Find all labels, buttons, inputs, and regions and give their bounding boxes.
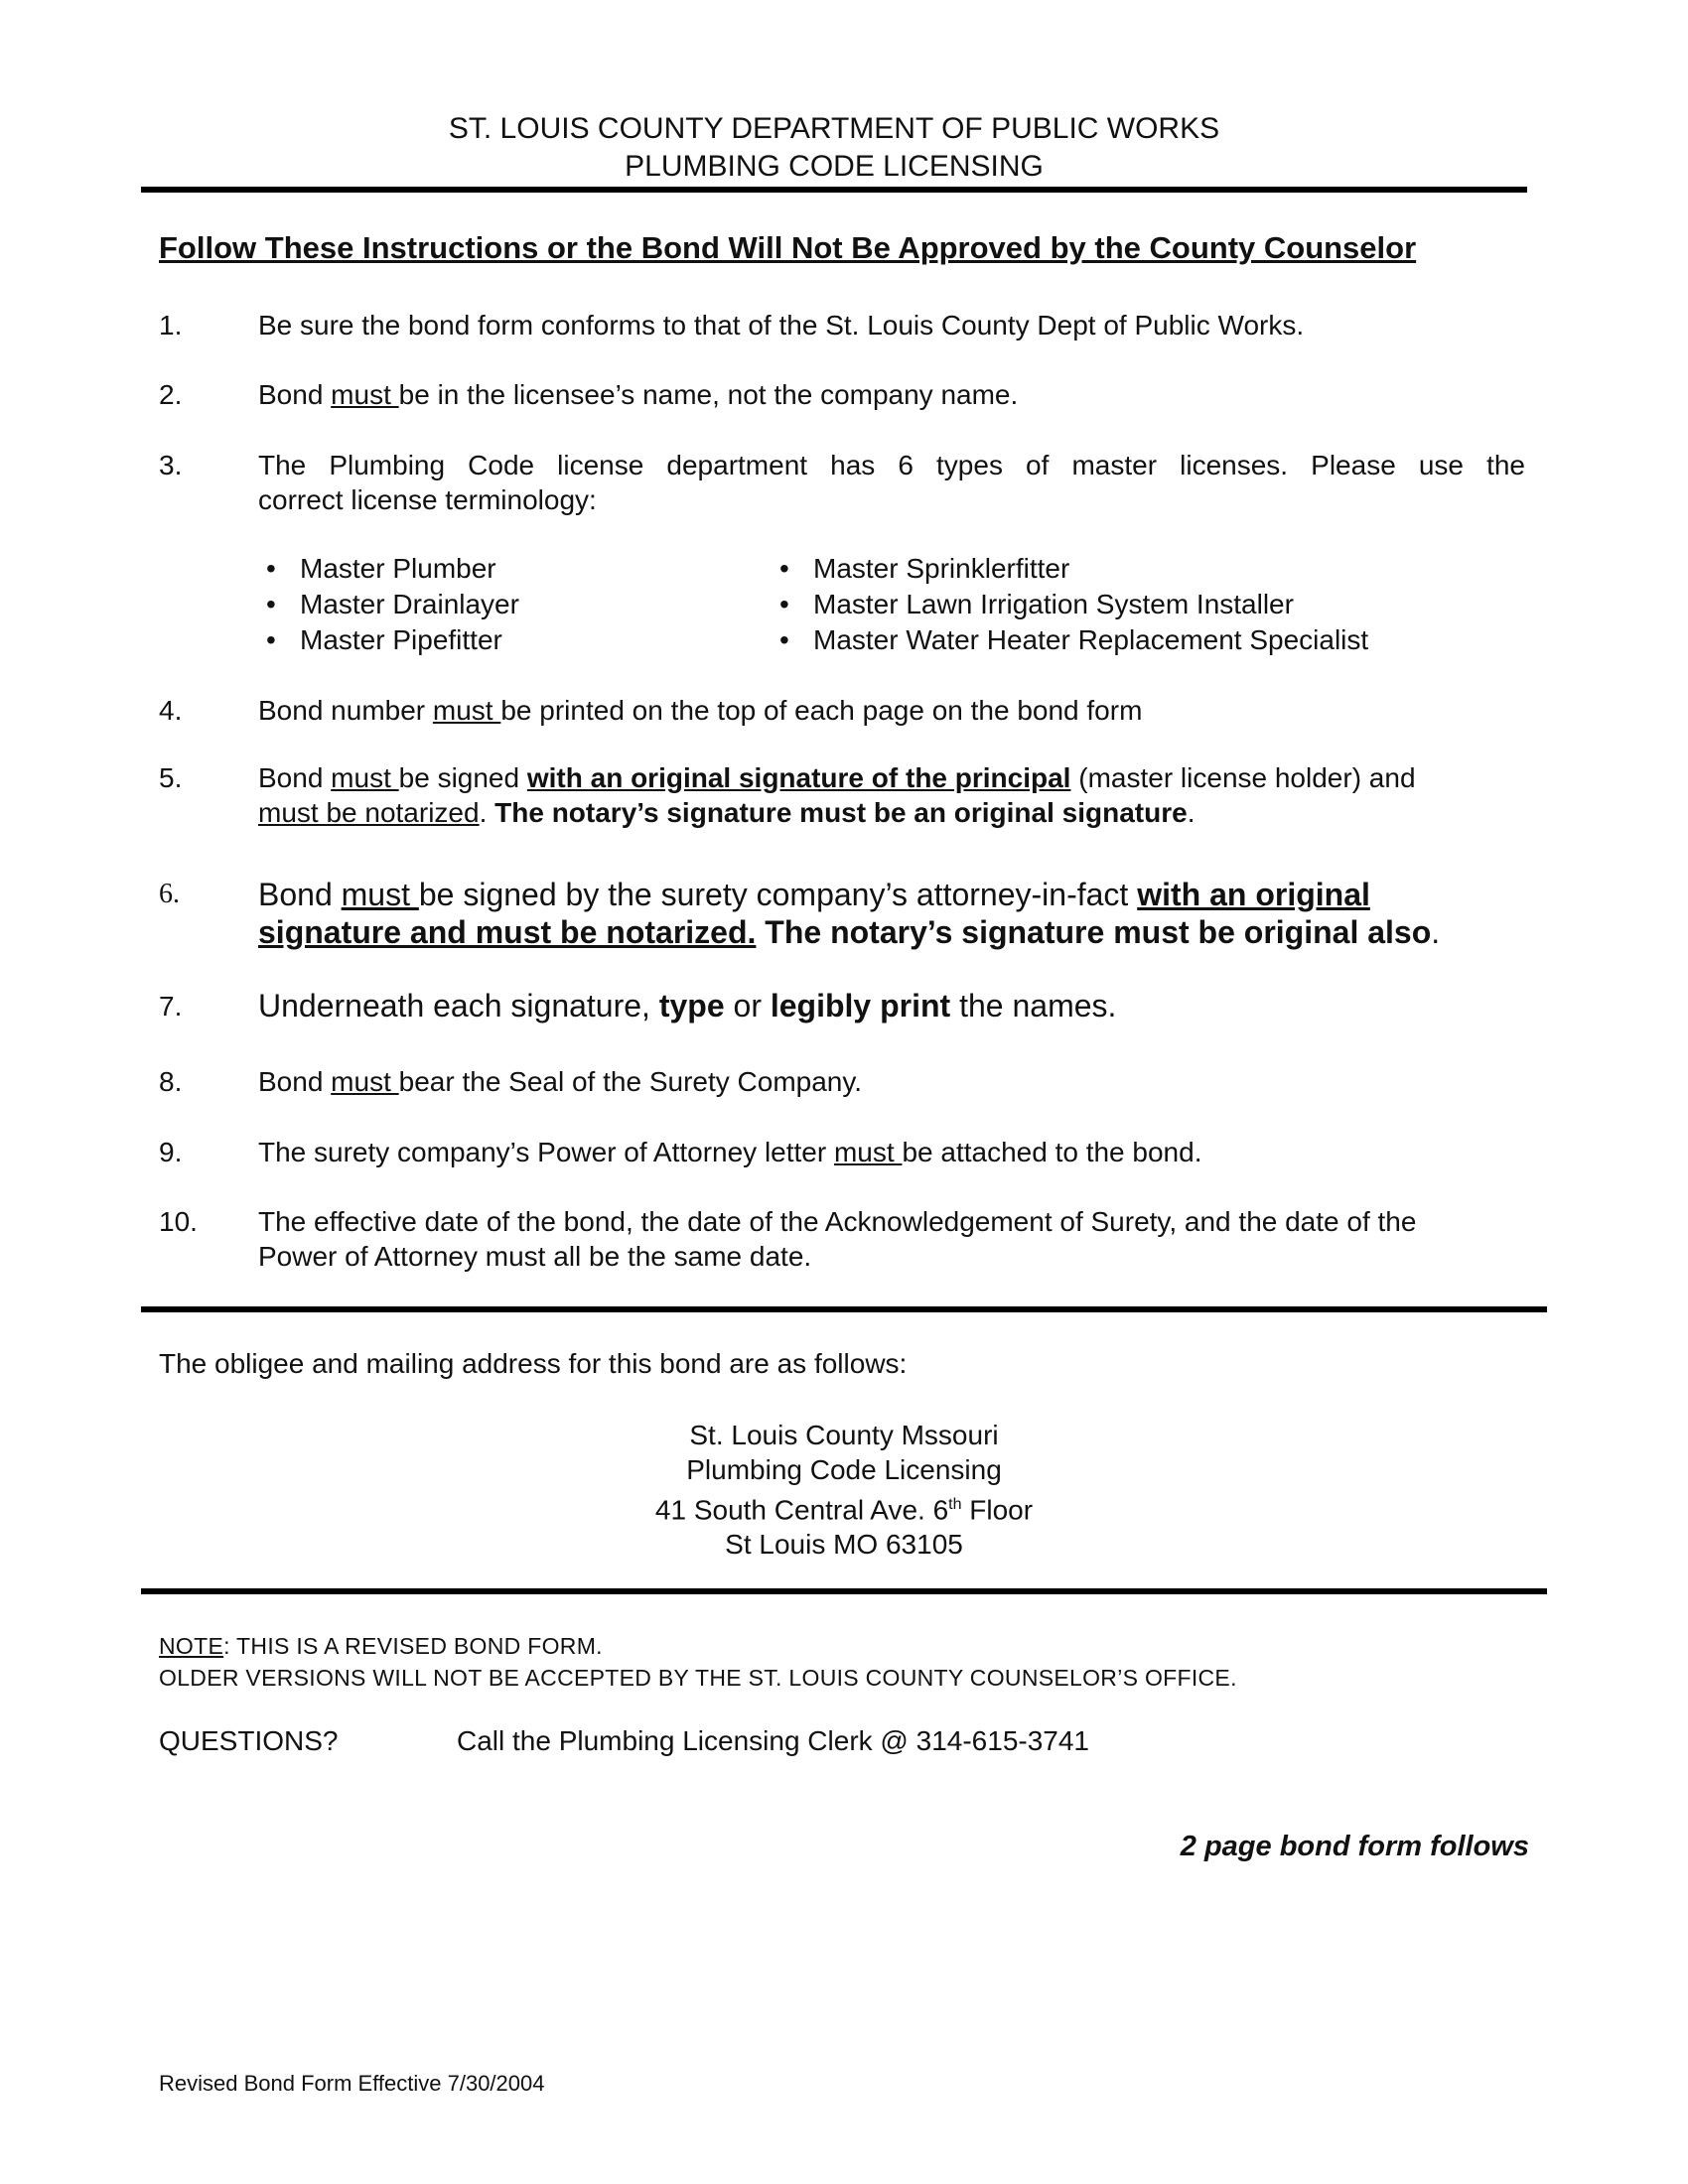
item-text: Bond must be signed with an original signature of the principal (master license holder) and must be notarized. The notary’s signature must be an original signature.	[258, 762, 1416, 828]
item-number: 4.	[159, 695, 183, 726]
questions-label: QUESTIONS?	[159, 1725, 339, 1756]
header-line-2: PLUMBING CODE LICENSING	[625, 150, 1044, 183]
list-item: • Master Water Heater Replacement Specialist	[779, 624, 1369, 655]
item-number: 10.	[159, 1206, 198, 1237]
item-text: Bond must be signed by the surety company’s attorney-in-fact with an original signature and must be notarized. The notary’s signature must be original also.	[258, 877, 1441, 950]
item-text: Bond must be in the licensee’s name, not the company name.	[258, 379, 1019, 410]
item-text: The surety company’s Power of Attorney letter must be attached to the bond.	[258, 1137, 1202, 1167]
list-item: • Master Drainlayer	[266, 589, 519, 619]
list-item: • Master Pipefitter	[266, 624, 502, 655]
address-line-1: St. Louis County Mssouri	[689, 1420, 999, 1450]
list-item: • Master Lawn Irrigation System Installer	[779, 589, 1294, 619]
item-text: Bond must bear the Seal of the Surety Company.	[258, 1066, 863, 1097]
license-list-right	[779, 551, 1368, 658]
address-line-4: St Louis MO 63105	[725, 1529, 963, 1561]
revised-note: NOTE: THIS IS A REVISED BOND FORM. OLDER VERSIONS WILL NOT BE ACCEPTED BY THE ST. LOUIS COUNTY COUNSELOR’S OFFICE.	[159, 1633, 1237, 1691]
questions-text: Call the Plumbing Licensing Clerk @ 314-615-3741	[457, 1725, 1089, 1756]
address-line-3: 41 South Central Ave. 6th Floor	[654, 1494, 1034, 1526]
footer-revision: Revised Bond Form Effective 7/30/2004	[159, 2071, 545, 2096]
item-number: 6.	[159, 879, 180, 909]
item-text: The effective date of the bond, the date of the Acknowledgement of Surety, and the date of the Power of Attorney must all be the same date.	[258, 1206, 1417, 1272]
item-number: 8.	[159, 1066, 183, 1097]
item-number: 2.	[159, 379, 183, 410]
address-line-2: Plumbing Code Licensing	[686, 1454, 1002, 1485]
obligee-address	[556, 1418, 1132, 1562]
item-text: The Plumbing Code license department has 6 types of master licenses. Please use the correct license terminology:	[258, 450, 1525, 515]
item-text: Be sure the bond form conforms to that of the St. Louis County Dept of Public Works.	[258, 310, 1305, 341]
item-number: 9.	[159, 1137, 183, 1167]
section-rule	[141, 1306, 1547, 1312]
instructions-title: Follow These Instructions or the Bond Will Not Be Approved by the County Counselor	[159, 230, 1417, 265]
list-item: • Master Sprinklerfitter	[779, 553, 1070, 584]
section-rule-2	[141, 1588, 1547, 1594]
bond-form-follows: 2 page bond form follows	[1180, 1831, 1529, 1862]
item-number: 7.	[159, 991, 183, 1022]
header-rule	[141, 187, 1527, 193]
license-list-left	[266, 551, 519, 658]
item-number: 3.	[159, 450, 183, 480]
item-number: 5.	[159, 762, 183, 793]
header-line-1: ST. LOUIS COUNTY DEPARTMENT OF PUBLIC WORKS	[448, 112, 1220, 145]
item-number: 1.	[159, 310, 183, 341]
list-item: • Master Plumber	[266, 553, 496, 584]
item-text: Underneath each signature, type or legibly print the names.	[258, 988, 1117, 1024]
obligee-intro: The obligee and mailing address for this bond are as follows:	[159, 1348, 908, 1379]
item-text: Bond number must be printed on the top of each page on the bond form	[258, 695, 1143, 726]
